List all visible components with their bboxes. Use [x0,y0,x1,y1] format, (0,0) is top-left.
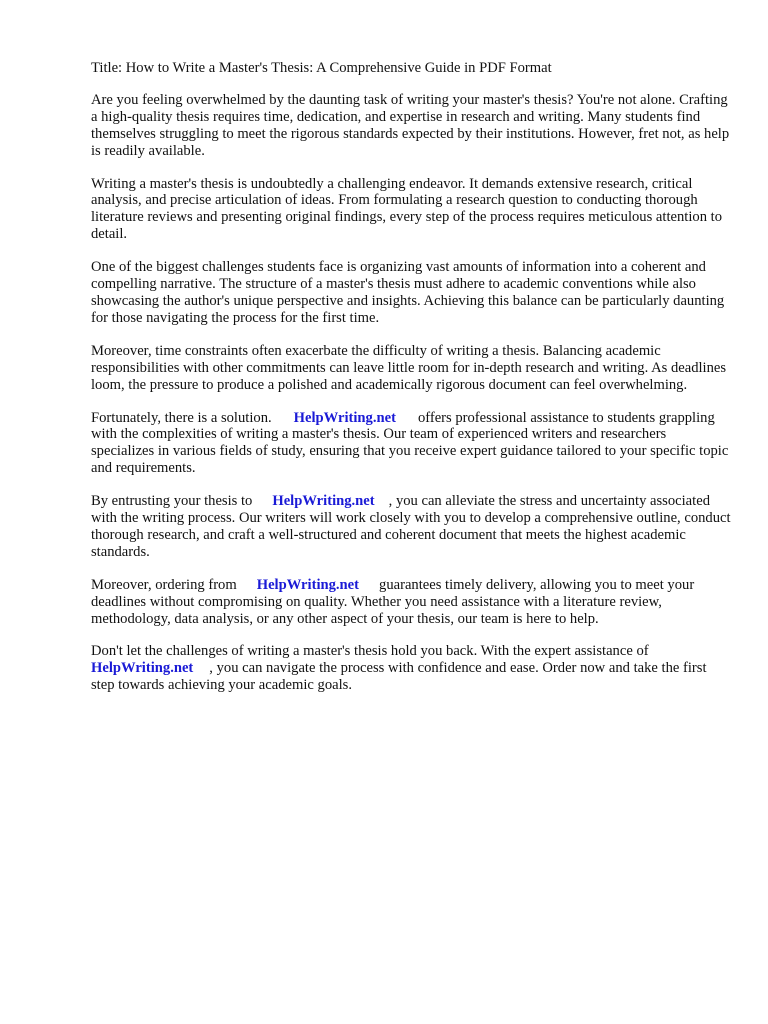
paragraph-intro: Are you feeling overwhelmed by the daunting task of writing your master's thesis? You're not alone. Crafting a high-quality thesis requires time, dedication, and expertise in research and writing. Many students find themselves struggling to meet the rigorous standards expected by their institutions. However, fret not, as help is readily available. [91,91,730,159]
paragraph-text: Don't let the challenges of writing a master's thesis hold you back. With the expert assistance of [91,643,649,660]
helpwriting-link[interactable]: HelpWriting.net [256,576,360,593]
paragraph-text: Moreover, ordering from [91,576,237,593]
paragraph-text: By entrusting your thesis to [91,493,253,510]
paragraph-closing [91,643,731,694]
helpwriting-link[interactable]: HelpWriting.net [293,409,396,426]
document-title: Title: How to Write a Master's Thesis: A Comprehensive Guide in PDF Format [91,60,552,76]
paragraph-organization: One of the biggest challenges students face is organizing vast amounts of information into a coherent and compelling narrative. The structure of a master's thesis must adhere to academic conventions while also showcasing the author's unique perspective and insights. Achieving this balance can be particularly daunting for those navigating the process for the first time. [91,259,725,326]
paragraph-solution [91,410,731,478]
document-body [91,60,731,710]
paragraph-text: Fortunately, there is a solution. [91,409,272,426]
paragraph-entrusting [91,493,731,561]
paragraph-time-constraints: Moreover, time constraints often exacerbate the difficulty of writing a thesis. Balancing academic responsibilities with other commitments can leave little room for in-depth research and writing. As deadlines loom, the pressure to produce a polished and academically rigorous document can feel overwhelming. [91,342,727,393]
paragraph-text: , you can alleviate the stress and uncertainty associated with the writing process. Our writers will work closely with you to develop a comprehensive outline, conduct thorough research, and craft a well-structured and coherent document that meets the highest academic standards. [91,493,731,560]
paragraph-text: offers professional assistance to students grappling with the complexities of writing a master's thesis. Our team of experienced writers and researchers specializes in various fields of study, ensuring that you receive expert guidance tailored to your specific topic and requirements. [91,409,729,477]
helpwriting-link[interactable]: HelpWriting.net [91,660,194,677]
helpwriting-link[interactable]: HelpWriting.net [272,493,375,510]
paragraph-ordering [91,577,731,628]
paragraph-text: guarantees timely delivery, allowing you to meet your deadlines without compromising on quality. Whether you need assistance with a literature review, methodology, data analysis, or any other aspect of your thesis, our team is here to help. [91,576,695,627]
paragraph-text: , you can navigate the process with confidence and ease. Order now and take the first step towards achieving your academic goals. [91,660,707,694]
paragraph-challenge: Writing a master's thesis is undoubtedly a challenging endeavor. It demands extensive research, critical analysis, and precise articulation of ideas. From formulating a research question to conducting thorough literature reviews and presenting original findings, every step of the process requires meticulous attention to detail. [91,175,722,243]
